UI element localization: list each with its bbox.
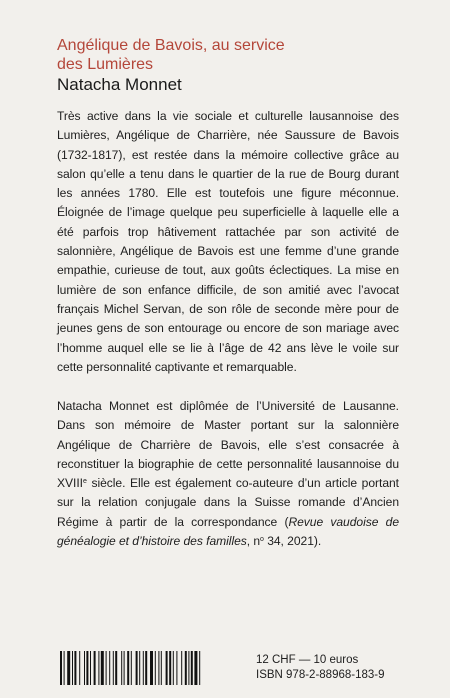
barcode-bar [79, 651, 80, 685]
barcode-bar [166, 651, 168, 685]
isbn-barcode [60, 651, 245, 685]
barcode-bar [113, 651, 114, 685]
barcode-bar [191, 651, 193, 685]
barcode-bar [143, 651, 144, 685]
barcode-bar [106, 651, 107, 685]
number-superscript: o [260, 536, 264, 544]
book-title-line1: Angélique de Bavois, au service [57, 37, 285, 54]
barcode-bar [94, 651, 96, 685]
book-title [57, 36, 285, 74]
barcode-bar [101, 651, 104, 685]
barcode-bar [72, 651, 73, 685]
isbn-label: ISBN 978-2-88968-183-9 [256, 669, 385, 681]
barcode-bar [173, 651, 174, 685]
barcode-bar [185, 651, 187, 685]
barcode-bar [150, 651, 153, 685]
barcode-bar [121, 651, 122, 685]
barcode-bar [161, 651, 162, 685]
book-summary-paragraph: Très active dans la vie sociale et culturelle lausannoise des Lumières, Angélique de Charrière, née Saussure de Bavois (1732-1817), est restée dans la mémoire collective grâce au salon qu’elle a tenu dans le quartier de la rue de Bourg durant les années 1780. Elle est toutefois une figure méconnue. Éloignée de l’image quelque peu superficielle à laquelle elle a été parfois trop hâtivement rattachée par son activité de salonnière, Angélique de Bavois est une femme d’une grande empathie, curieuse de tout, aux goûts éclectiques. La mise en lumière de son enfance difficile, de son amitié avec l’avocat français Michel Servan, de son rôle de seconde mère pour de jeunes gens de son entourage ou encore de son mariage avec l’homme auquel elle se lie à l’âge de 42 ans lève le voile sur cette personnalité captivante et remarquable. [57, 109, 399, 374]
barcode-bar [84, 651, 85, 685]
barcode-bar [199, 651, 200, 685]
barcode-bar [188, 651, 189, 685]
barcode-bar [67, 651, 70, 685]
barcode-bar [90, 651, 91, 685]
barcode-bar [136, 651, 138, 685]
barcode-bar [127, 651, 129, 685]
barcode-bar [139, 651, 140, 685]
barcode-bar [109, 651, 110, 685]
barcode-bar [169, 651, 171, 685]
barcode-bar [60, 651, 62, 685]
barcode-bar [74, 651, 76, 685]
barcode-bar [86, 651, 88, 685]
barcode-bar [115, 651, 117, 685]
bio-text-part1: Natacha Monnet est diplômée de l’Université de Lausanne. Dans son mémoire de Master portant sur la salonnière Angélique de Charrière de Bavois, elle s’est consacrée à reconstituer la biographie de cette personnalité lausannoise du XVIII [57, 399, 399, 491]
barcode-bar [155, 651, 156, 685]
century-superscript: e [82, 478, 87, 486]
journal-title: Revue vaudoise de généalogie et d’histoire des familles [57, 514, 399, 549]
barcode-bar [158, 651, 159, 685]
barcode-bar [194, 651, 197, 685]
price-label: 12 CHF — 10 euros [256, 654, 359, 666]
barcode-bar [181, 651, 182, 685]
barcode-bar [145, 651, 147, 685]
bio-text-part2: siècle. Elle est également co-auteure d’un article portant sur la relation conjugale dans la Suisse romande d’Ancien Régime à partir de la correspondance ( [57, 476, 399, 529]
barcode-bar [64, 651, 65, 685]
bio-text-part3: , n [246, 534, 261, 549]
bio-text-part4: 34, 2021). [263, 534, 322, 549]
author-bio-paragraph [57, 397, 399, 551]
book-title-line2: des Lumières [57, 56, 154, 73]
barcode-bar [131, 651, 132, 685]
barcode-bar [98, 651, 99, 685]
book-author: Natacha Monnet [57, 75, 182, 94]
barcode-bar [176, 651, 177, 685]
barcode-bar [124, 651, 125, 685]
